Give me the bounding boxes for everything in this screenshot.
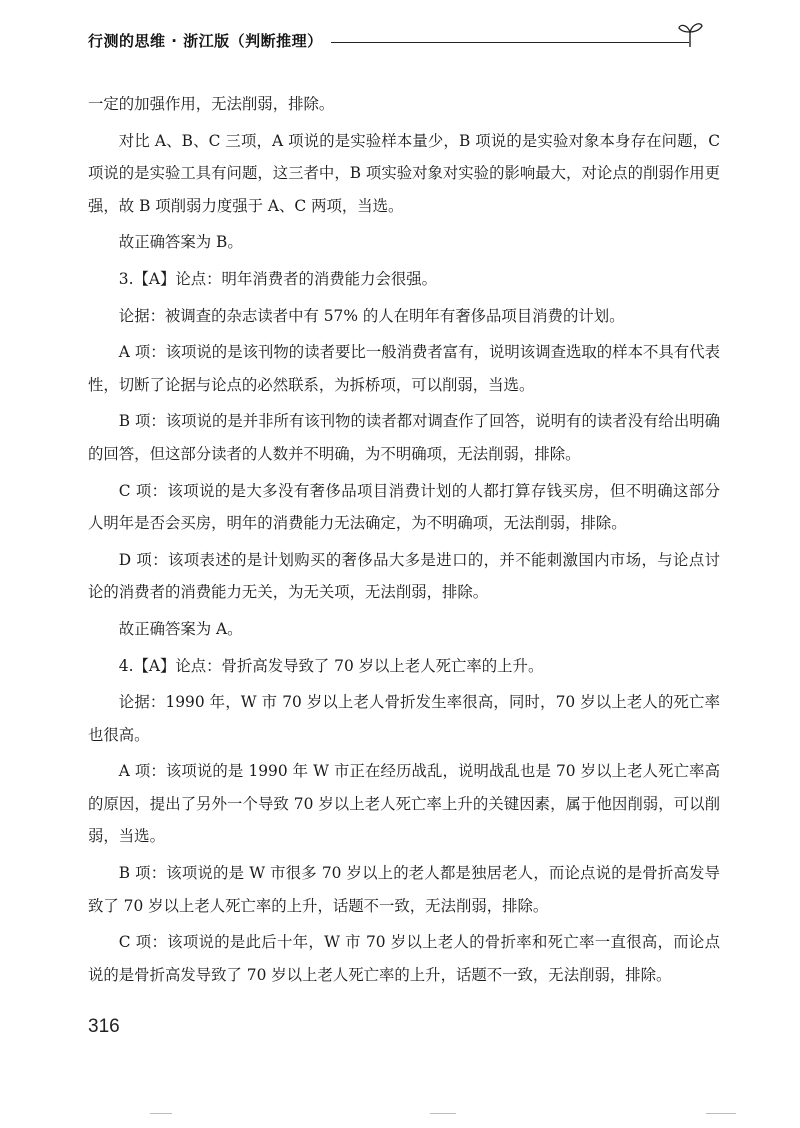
header-rule — [331, 42, 689, 43]
paragraph: 论据：1990 年，W 市 70 岁以上老人骨折发生率很高，同时，70 岁以上老人的死亡率也很高。 — [88, 693, 720, 744]
paragraph: C 项：该项说的是大多没有奢侈品项目消费计划的人都打算存钱买房，但不明确这部分人明年是否会买房，明年的消费能力无法确定，为不明确项，无法削弱，排除。 — [88, 481, 720, 533]
paragraph: C 项：该项说的是此后十年，W 市 70 岁以上老人的骨折率和死亡率一直很高，而论点说的是骨折高发导致了 70 岁以上老人死亡率的上升，话题不一致，无法削弱，排除。 — [88, 933, 720, 984]
paragraph: 4.【A】论点：骨折高发导致了 70 岁以上老人死亡率的上升。 — [118, 656, 544, 675]
paragraph: B 项：该项说的是 W 市很多 70 岁以上的老人都是独居老人，而论点说的是骨折高发导致了 70 岁以上老人死亡率的上升，话题不一致，无法削弱，排除。 — [88, 864, 720, 915]
sprout-icon — [677, 20, 703, 48]
scan-artifact — [706, 1113, 736, 1114]
answer-explanation-body — [88, 88, 720, 995]
paragraph: 3.【A】论点：明年消费者的消费能力会很强。 — [118, 269, 438, 288]
scan-artifact — [150, 1113, 172, 1114]
header-title: 行测的思维 · 浙江版（判断推理） — [88, 32, 323, 50]
paragraph: 故正确答案为 A。 — [118, 619, 243, 638]
paragraph: 一定的加强作用，无法削弱，排除。 — [88, 95, 335, 113]
scan-artifact — [430, 1113, 456, 1114]
paragraph: 故正确答案为 B。 — [118, 233, 243, 252]
page-number: 316 — [88, 1016, 120, 1037]
paragraph: D 项：该项表述的是计划购买的奢侈品大多是进口的，并不能刺激国内市场，与论点讨论的消费者的消费能力无关，为无关项，无法削弱，排除。 — [88, 550, 720, 602]
paragraph: 对比 A、B、C 三项，A 项说的是实验样本量少，B 项说的是实验对象本身存在问题，C 项说的是实验工具有问题，这三者中，B 项实验对象对实验的影响最大，对论点的削弱作用更强，故 B 项削弱力度强于 A、C 两项，当选。 — [88, 131, 720, 215]
paragraph: A 项：该项说的是 1990 年 W 市正在经历战乱，说明战乱也是 70 岁以上老人死亡率高的原因，提出了另外一个导致 70 岁以上老人死亡率上升的关键因素，属于他因削弱，可以削弱，当选。 — [88, 762, 720, 846]
paragraph: B 项：该项说的是并非所有该刊物的读者都对调查作了回答，说明有的读者没有给出明确的回答，但这部分读者的人数并不明确，为不明确项，无法削弱，排除。 — [88, 412, 720, 463]
running-header — [88, 18, 703, 58]
paragraph: A 项：该项说的是该刊物的读者要比一般消费者富有，说明该调查选取的样本不具有代表性，切断了论据与论点的必然联系，为拆桥项，可以削弱，当选。 — [88, 343, 720, 394]
paragraph: 论据：被调查的杂志读者中有 57% 的人在明年有奢侈品项目消费的计划。 — [118, 306, 625, 325]
